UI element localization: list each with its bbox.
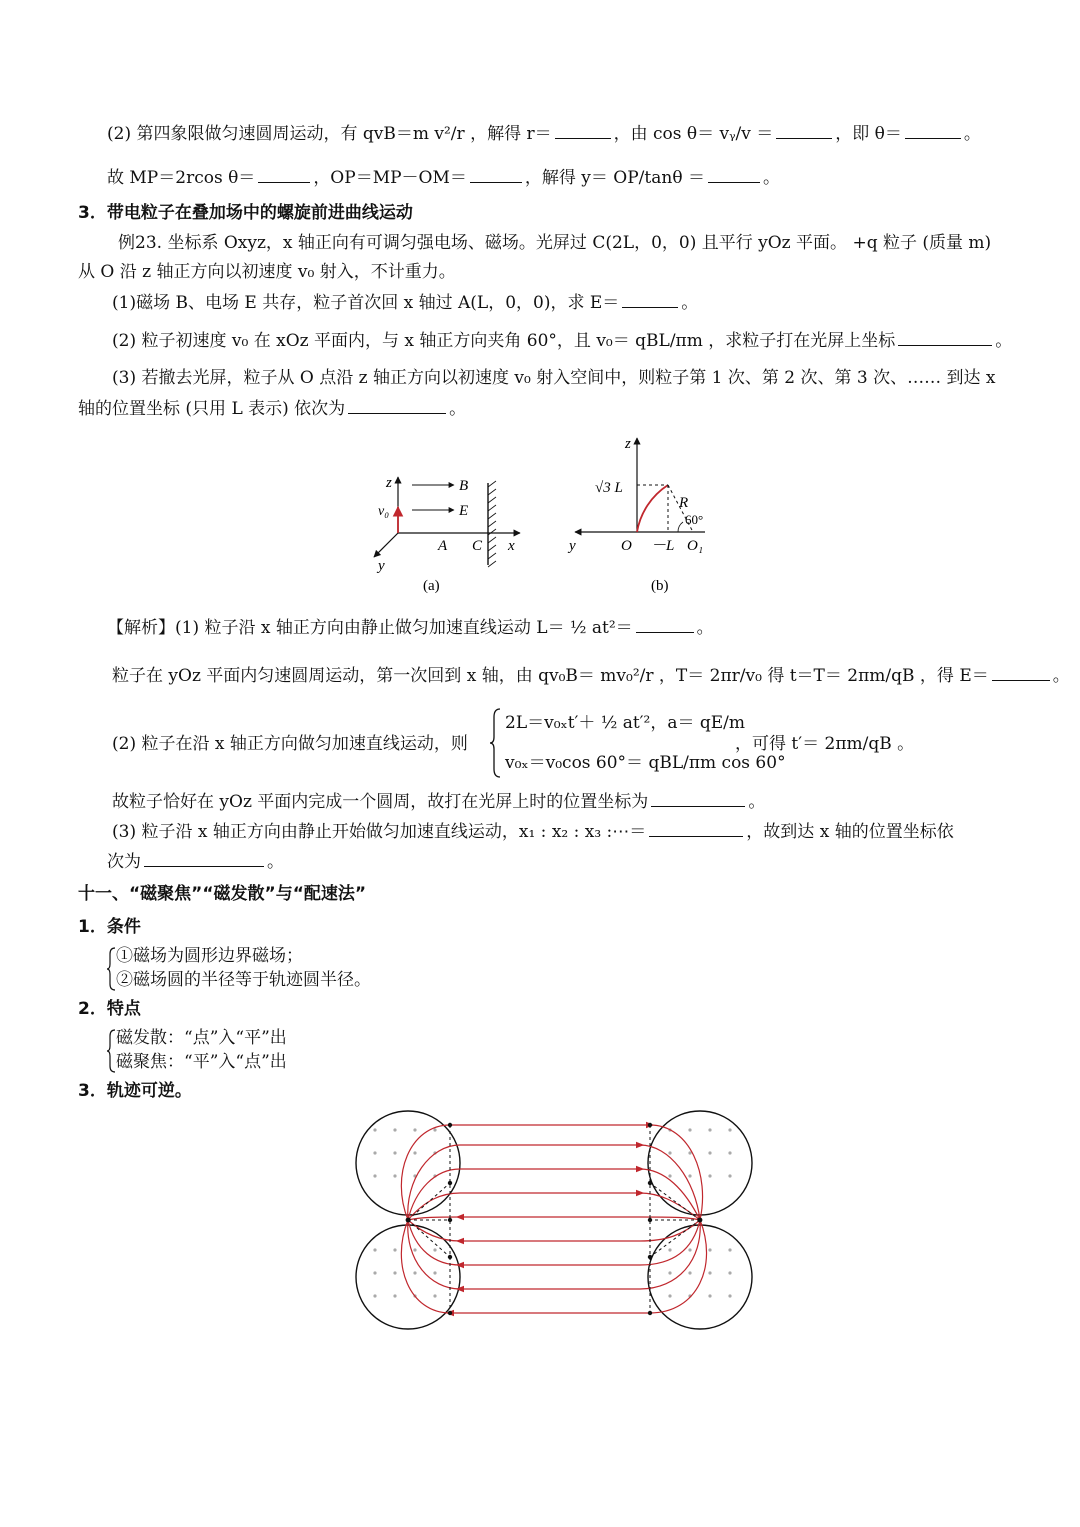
- prev-q2-line2: [107, 166, 780, 189]
- answer-blank[interactable]: [636, 616, 694, 633]
- solution-5: [112, 820, 954, 843]
- label-z: z: [386, 475, 392, 491]
- answer-blank[interactable]: [258, 166, 310, 183]
- question-2-text: (2) 粒子初速度 v₀ 在 xOz 平面内，与 x 轴正方向夹角 60°，且 v₀＝ qBL/πm ，求粒子打在光屏上坐标: [112, 331, 896, 351]
- answer-blank[interactable]: [708, 166, 760, 183]
- punct: 。: [681, 293, 699, 313]
- feature-1: 磁发散：“点”入“平”出: [116, 1028, 287, 1048]
- feature-2: 磁聚焦：“平”入“点”出: [116, 1052, 287, 1072]
- angle-arc: [678, 522, 683, 532]
- solution-4-text: 故粒子恰好在 yOz 平面内完成一个圆周，故打在光屏上时的位置坐标为: [112, 792, 649, 812]
- features-brace: [106, 1028, 116, 1074]
- answer-blank[interactable]: [898, 329, 992, 346]
- system-eq-1: 2L＝v₀ₓt′＋ ½ at′²，a＝ qE/m: [505, 713, 746, 733]
- label-sqrt3L: √3 L: [595, 480, 623, 496]
- answer-blank[interactable]: [470, 166, 522, 183]
- label-O1: O₁: [687, 538, 704, 554]
- answer-blank[interactable]: [144, 850, 264, 867]
- system-eq-2: v₀ₓ＝v₀cos 60°＝ qBL/πm cos 60°: [505, 753, 786, 773]
- solution-5-text-b: ，故到达 x 轴的位置坐标依: [746, 822, 954, 842]
- figure-b: [565, 432, 725, 602]
- solution-3-prefix: (2) 粒子在沿 x 轴正方向做匀加速直线运动，则: [112, 734, 468, 754]
- punct: 。: [696, 618, 714, 638]
- solution-4: [112, 790, 765, 813]
- punct: 。: [267, 852, 284, 872]
- solution-5-text: (3) 粒子沿 x 轴正方向由静止开始做匀加速直线运动，x₁ : x₂ : x₃ :⋯＝: [112, 822, 647, 842]
- reversible-heading: 3．轨迹可逆。: [78, 1081, 192, 1101]
- screen-hatch: [488, 481, 496, 567]
- prev-q2-text-a: (2) 第四象限做匀速圆周运动，有 qvB＝m v²/r ，解得 r＝: [107, 124, 552, 144]
- prev-q2-line1: [107, 122, 981, 145]
- label-A: A: [438, 538, 448, 554]
- solution-2: [112, 664, 1070, 687]
- field-dots: [373, 1128, 731, 1297]
- answer-blank[interactable]: [555, 122, 611, 139]
- punct: 。: [762, 168, 780, 188]
- solution-1-text: 【解析】(1) 粒子沿 x 轴正方向由静止做匀加速直线运动 L＝ ½ at²＝: [107, 618, 633, 638]
- answer-blank[interactable]: [649, 820, 743, 837]
- solution-3-suffix: ，可得 t′＝ 2πm/qB 。: [735, 734, 915, 754]
- answer-blank[interactable]: [622, 291, 678, 308]
- magnetic-focus-diagram: [350, 1105, 760, 1345]
- label-C: C: [472, 538, 483, 554]
- punct: 。: [1052, 666, 1070, 686]
- punct: 。: [995, 331, 1013, 351]
- label-B: B: [459, 478, 469, 494]
- y-axis: [374, 533, 398, 557]
- label-y: y: [378, 558, 385, 574]
- prev-q2-text-f: ，解得 y＝ OP/tanθ ＝: [524, 168, 705, 188]
- label-y: y: [569, 538, 576, 554]
- caption-a: (a): [423, 578, 440, 594]
- example23-line2: 从 O 沿 z 轴正方向以初速度 v₀ 射入，不计重力。: [78, 262, 456, 282]
- answer-blank[interactable]: [776, 122, 832, 139]
- figure-a: [360, 465, 530, 600]
- punct: 。: [963, 124, 981, 144]
- question-3-text: 轴的位置坐标 (只用 L 表示) 依次为: [78, 399, 346, 419]
- solution-6-text: 次为: [107, 852, 141, 872]
- conditions-heading: 1．条件: [78, 917, 141, 937]
- parallel-trajectories: [401, 1125, 706, 1313]
- question-3-line2: [78, 397, 466, 420]
- solution-6: [107, 850, 284, 873]
- answer-blank[interactable]: [905, 122, 961, 139]
- answer-blank[interactable]: [348, 397, 446, 414]
- label-z: z: [625, 436, 631, 452]
- label-x: x: [508, 538, 515, 554]
- label-O: O: [621, 538, 632, 554]
- prev-q2-text-e: ，OP＝MP－OM＝: [313, 168, 467, 188]
- punct: 。: [748, 792, 766, 812]
- section11-heading: 十一、“磁聚焦”“磁发散”与“配速法”: [78, 884, 367, 904]
- question-1: [112, 291, 698, 314]
- label-v0: v₀: [378, 504, 390, 519]
- section3-heading: 3．带电粒子在叠加场中的螺旋前进曲线运动: [78, 203, 413, 223]
- label-R: R: [679, 495, 689, 511]
- trajectory-arc: [637, 485, 668, 532]
- prev-q2-text-b: ，由 cos θ＝ vᵧ/v ＝: [613, 124, 774, 144]
- prev-q2-text-d: 故 MP＝2rcos θ＝: [107, 168, 256, 188]
- features-heading: 2．特点: [78, 999, 141, 1019]
- system-brace: [490, 707, 502, 779]
- label-minusL: －L: [651, 538, 675, 554]
- punct: 。: [449, 399, 467, 419]
- label-60deg: 60°: [685, 512, 704, 527]
- condition-2: ②磁场圆的半径等于轨迹圆半径。: [116, 970, 371, 990]
- solution-2-text: 粒子在 yOz 平面内匀速圆周运动，第一次回到 x 轴，由 qv₀B＝ mv₀²/r ，T＝ 2πr/v₀ 得 t＝T＝ 2πm/qB ，得 E＝: [112, 666, 989, 686]
- question-2: [112, 329, 1012, 352]
- prev-q2-text-c: ，即 θ＝: [835, 124, 902, 144]
- answer-blank[interactable]: [992, 664, 1050, 681]
- condition-1: ①磁场为圆形边界磁场；: [116, 946, 303, 966]
- label-E: E: [459, 503, 469, 519]
- question-1-text: (1)磁场 B、电场 E 共存，粒子首次回 x 轴过 A(L，0，0)，求 E＝: [112, 293, 620, 313]
- caption-b: (b): [651, 578, 669, 594]
- answer-blank[interactable]: [651, 790, 745, 807]
- conditions-brace: [106, 946, 116, 992]
- solution-1: [107, 616, 714, 639]
- example23-line1: 例23. 坐标系 Oxyz，x 轴正向有可调匀强电场、磁场。光屏过 C(2L，0，0) 且平行 yOz 平面。 +q 粒子 (质量 m): [118, 233, 992, 253]
- question-3-line1: (3) 若撤去光屏，粒子从 O 点沿 z 轴正方向以初速度 v₀ 射入空间中，则粒子第 1 次、第 2 次、第 3 次、…… 到达 x: [112, 368, 996, 388]
